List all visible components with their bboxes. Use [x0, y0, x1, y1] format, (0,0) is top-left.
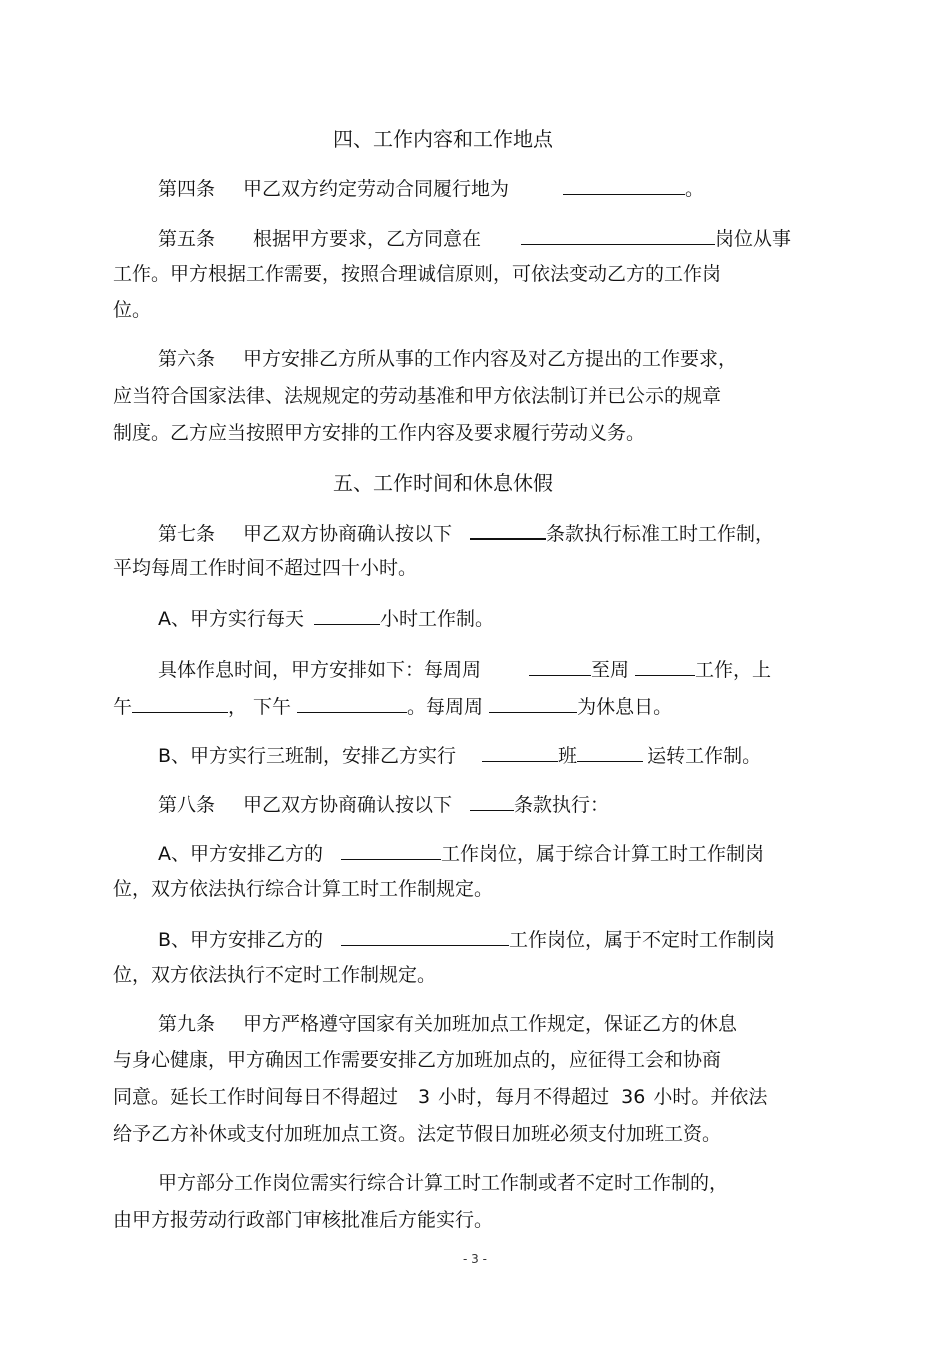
article-5-line-3-text: 位。 — [113, 299, 152, 321]
article-6-line-2 — [113, 384, 721, 408]
section-4-heading — [333, 127, 553, 151]
job-position-blank[interactable] — [521, 225, 715, 245]
article-8-option-a-line-2-text: 位，双方依法执行综合计算工时工作制规定。 — [113, 878, 494, 900]
schedule-line-2 — [113, 693, 672, 717]
work-start-day-blank[interactable] — [529, 656, 591, 676]
article-8-option-b-after: 工作岗位，属于不定时工作制岗 — [509, 929, 776, 951]
section-5-heading — [333, 471, 553, 495]
schedule-rest: 为休息日。 — [577, 696, 673, 718]
standard-hours-clause-blank[interactable] — [470, 519, 546, 540]
article-7-after-blank: 条款执行标准工时工作制， — [546, 523, 775, 545]
article-6-line-2-text: 应当符合国家法律、法规规定的劳动基准和甲方依法制订并已公示的规章 — [113, 385, 722, 407]
article-4-text: 甲乙双方约定劳动合同履行地为 — [243, 178, 510, 200]
section-5-heading-text: 五、工作时间和休息休假 — [333, 471, 553, 495]
article-4-line-1 — [158, 175, 704, 199]
article-5-line-3 — [113, 298, 151, 322]
article-9-line-2-text: 与身心健康，甲方确因工作需要安排乙方加班加点的，应征得工会和协商 — [113, 1049, 722, 1071]
article-7-line-2-text: 平均每周工作时间不超过四十小时。 — [113, 557, 418, 579]
shift-count-blank[interactable] — [482, 742, 558, 762]
article-7-option-b-rotation: 运转工作制。 — [647, 745, 762, 767]
article-7-line-1 — [158, 519, 774, 543]
article-6-line-1 — [158, 347, 737, 371]
article-8-option-a-after: 工作岗位，属于综合计算工时工作制岗 — [441, 843, 765, 865]
article-7-option-a-text: A、甲方实行每天 — [158, 608, 304, 630]
schedule-morning: 午 — [113, 696, 133, 718]
article-8-option-b-line-2 — [113, 963, 436, 987]
note-line-1 — [158, 1171, 728, 1195]
article-4-end: 。 — [685, 178, 705, 200]
article-9-line-4 — [113, 1122, 721, 1146]
article-4-label: 第四条 — [158, 178, 216, 200]
schedule-to: 至周 — [591, 659, 630, 681]
article-9-line-4-text: 给予乙方补休或支付加班加点工资。法定节假日加班必须支付加班工资。 — [113, 1123, 722, 1145]
article-6-line-1-text: 甲方安排乙方所从事的工作内容及对乙方提出的工作要求， — [243, 348, 738, 370]
daily-hours-blank[interactable] — [314, 605, 380, 625]
shift-rotation-blank[interactable] — [577, 742, 643, 762]
schedule-weekly: 。每周周 — [407, 696, 484, 718]
page-number: - 3 - — [463, 1252, 487, 1266]
article-6-label: 第六条 — [158, 348, 216, 370]
article-8-label: 第八条 — [158, 794, 216, 816]
article-9-line-2 — [113, 1048, 721, 1072]
article-8-clause-blank[interactable] — [470, 791, 514, 811]
note-line-1-text: 甲方部分工作岗位需实行综合计算工时工作制或者不定时工作制的， — [158, 1172, 729, 1194]
article-7-option-a-after: 小时工作制。 — [380, 608, 495, 630]
article-6-line-3 — [113, 421, 645, 445]
article-6-line-3-text: 制度。乙方应当按照甲方安排的工作内容及要求履行劳动义务。 — [113, 422, 646, 444]
article-8-option-a-line-1 — [158, 840, 764, 864]
article-7-text: 甲乙双方协商确认按以下 — [243, 523, 453, 545]
article-9-line-1 — [158, 1012, 737, 1036]
flexible-hours-position-blank[interactable] — [341, 926, 509, 946]
article-8-option-b-text: B、甲方安排乙方的 — [158, 929, 324, 951]
article-8-after-blank: 条款执行： — [514, 794, 610, 816]
monthly-overtime-limit: 36 — [621, 1086, 646, 1108]
daily-overtime-limit: 3 — [418, 1086, 431, 1108]
schedule-text: 具体作息时间，甲方安排如下：每周周 — [158, 659, 482, 681]
article-7-option-b-text: B、甲方实行三班制，安排乙方实行 — [158, 745, 457, 767]
work-end-day-blank[interactable] — [635, 656, 695, 676]
article-8-line-1 — [158, 791, 609, 815]
article-9-line-1-text: 甲方严格遵守国家有关加班加点工作规定，保证乙方的休息 — [243, 1013, 738, 1035]
article-5-label: 第五条 — [158, 228, 216, 250]
article-8-option-b-line-1 — [158, 926, 775, 950]
article-7-option-b — [158, 742, 761, 766]
article-8-option-b-line-2-text: 位，双方依法执行不定时工作制规定。 — [113, 964, 437, 986]
article-9-line-3-b: 小时，每月不得超过 — [438, 1086, 610, 1108]
article-8-text: 甲乙双方协商确认按以下 — [243, 794, 453, 816]
morning-hours-blank[interactable] — [132, 693, 228, 713]
note-line-2 — [113, 1208, 493, 1232]
article-5-text: 根据甲方要求，乙方同意在 — [253, 228, 482, 250]
rest-day-blank[interactable] — [489, 693, 577, 713]
article-9-line-3-c: 小时。并依法 — [653, 1086, 768, 1108]
note-line-2-text: 由甲方报劳动行政部门审核批准后方能实行。 — [113, 1209, 494, 1231]
article-5-line-1 — [158, 225, 791, 249]
schedule-work: 工作，上 — [695, 659, 772, 681]
article-7-line-2 — [113, 556, 417, 580]
article-8-option-a-text: A、甲方安排乙方的 — [158, 843, 323, 865]
article-7-label: 第七条 — [158, 523, 216, 545]
afternoon-hours-blank[interactable] — [297, 693, 407, 713]
article-8-option-a-line-2 — [113, 877, 493, 901]
article-5-after-blank: 岗位从事 — [715, 228, 792, 250]
contract-location-blank[interactable] — [563, 175, 685, 195]
schedule-afternoon: 下午 — [253, 696, 292, 718]
schedule-line-1 — [158, 656, 771, 680]
article-7-option-b-ban: 班 — [558, 745, 578, 767]
article-7-option-a — [158, 605, 494, 629]
schedule-comma: ， — [228, 696, 248, 718]
article-5-line-2-text: 工作。甲方根据工作需要，按照合理诚信原则，可依法变动乙方的工作岗 — [113, 263, 722, 285]
article-5-line-2 — [113, 262, 721, 286]
comprehensive-hours-position-blank[interactable] — [341, 840, 441, 860]
article-9-label: 第九条 — [158, 1013, 216, 1035]
article-9-line-3-a: 同意。延长工作时间每日不得超过 — [113, 1086, 399, 1108]
article-9-line-3 — [113, 1085, 767, 1109]
section-4-heading-text: 四、工作内容和工作地点 — [333, 127, 553, 151]
